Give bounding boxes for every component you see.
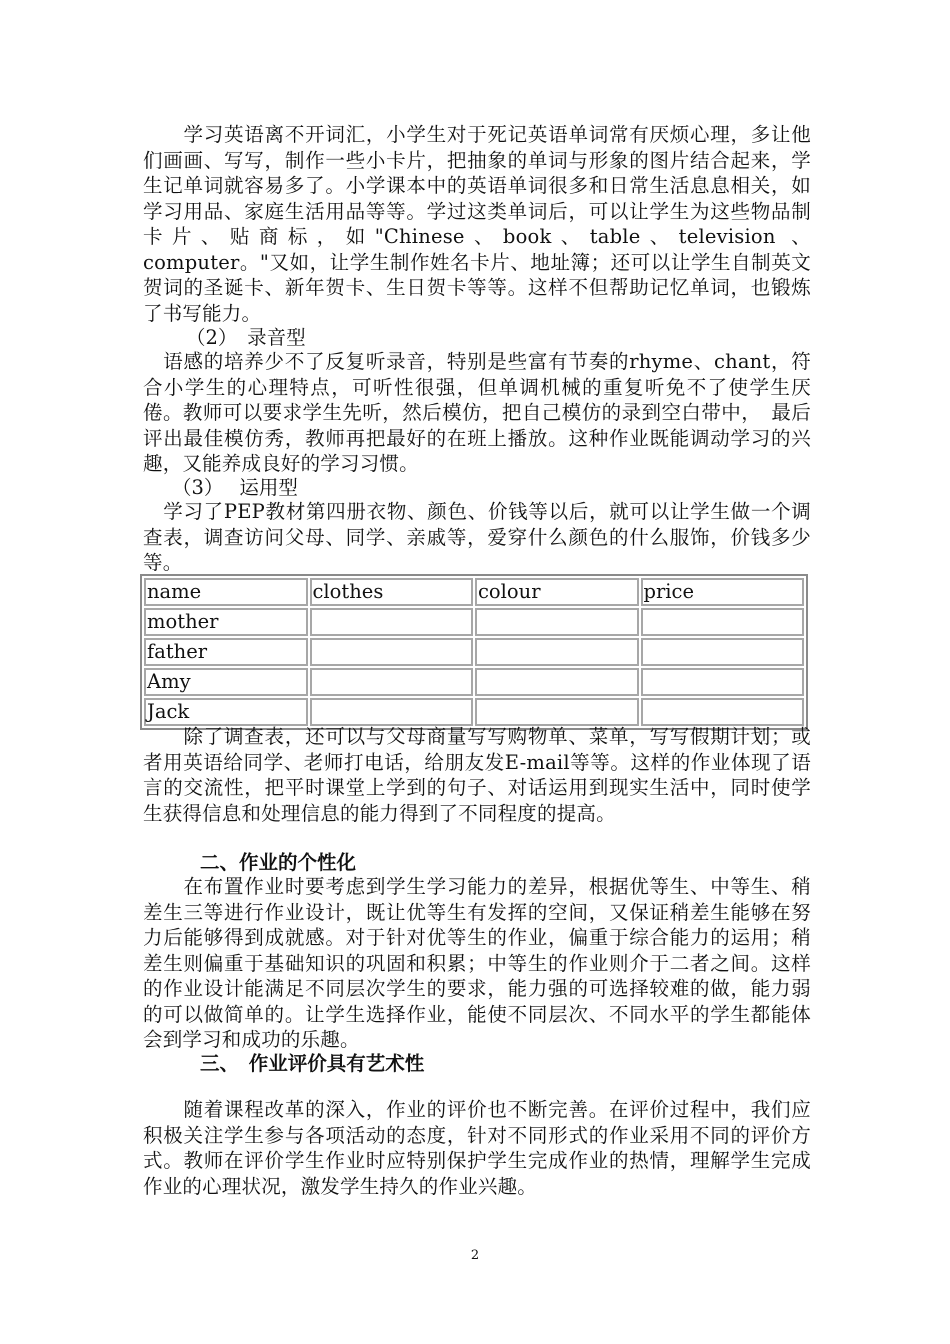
page-number: 2: [470, 1248, 480, 1263]
header-cell-price: price: [641, 578, 805, 606]
table-cell: [641, 698, 805, 726]
table-cell: mother: [144, 608, 308, 636]
table-row: [144, 668, 804, 696]
section-heading-personalization: 二、作业的个性化: [200, 851, 357, 874]
table-cell: [475, 698, 639, 726]
table-cell: [310, 668, 474, 696]
paragraph-personalization: 在布置作业时要考虑到学生学习能力的差异，根据优等生、中等生、稍差生三等进行作业设计，既让优等生有发挥的空间，又保证稍差生能够在努力后能够得到成就感。对于针对优等生的作业，偏重于综合能力的运用；稍差生则偏重于基础知识的巩固和积累；中等生的作业则介于二者之间。这样的作业设计能满足不同层次学生的要求，能力强的可选择较难的做，能力弱的可以做简单的。让学生选择作业，能使不同层次、不同水平的学生都能体会到学习和成功的乐趣。: [143, 875, 811, 1051]
table-cell: father: [144, 638, 308, 666]
paragraph-evaluation: 随着课程改革的深入，作业的评价也不断完善。在评价过程中，我们应积极关注学生参与各项活动的态度，针对不同形式的作业采用不同的评价方式。教师在评价学生作业时应特别保护学生完成作业的热情，理解学生完成作业的心理状况，激发学生持久的作业兴趣。: [143, 1098, 811, 1198]
subheading-application: （3） 运用型: [172, 476, 298, 499]
table-row: [144, 698, 804, 726]
paragraph-vocabulary: 学习英语离不开词汇，小学生对于死记英语单词常有厌烦心理，多让他们画画、写写，制作一些小卡片，把抽象的单词与形象的图片结合起来，学生记单词就容易多了。小学课本中的英语单词很多和日常生活息息相关，如学习用品、家庭生活用品等等。学过这类单词后，可以让学生为这些物品制卡片、贴商标，如"Chinese、book、table、television 、computer。"又如，让学生制作姓名卡片、地址簿；还可以让学生自制英文贺词的圣诞卡、新年贺卡、生日贺卡等等。这样不但帮助记忆单词，也锻炼了书写能力。: [143, 123, 811, 325]
table-cell: [310, 698, 474, 726]
header-cell-name: name: [144, 578, 308, 606]
paragraph-recording: 语感的培养少不了反复听录音，特别是些富有节奏的rhyme、chant，符合小学生的心理特点，可听性很强，但单调机械的重复听免不了使学生厌倦。教师可以要求学生先听，然后模仿，把自己模仿的录到空白带中， 最后评出最佳模仿秀，教师再把最好的在班上播放。这种作业既能调动学习的兴趣，又能养成良好的学习习惯。: [143, 350, 811, 475]
table-row: [144, 608, 804, 636]
header-cell-clothes: clothes: [310, 578, 474, 606]
paragraph-other-activities: 除了调查表，还可以与父母商量写写购物单、菜单，写写假期计划；或者用英语给同学、老师打电话，给朋友发E-mail等等。这样的作业体现了语言的交流性，把平时课堂上学到的句子、对话运用到现实生活中，同时使学生获得信息和处理信息的能力得到了不同程度的提高。: [143, 725, 811, 825]
table-cell: [475, 668, 639, 696]
table-cell: [641, 668, 805, 696]
table-cell: [310, 608, 474, 636]
table-cell: [641, 608, 805, 636]
header-cell-colour: colour: [475, 578, 639, 606]
subheading-recording: （2） 录音型: [186, 326, 306, 349]
paragraph-survey-intro: 学习了PEP教材第四册衣物、颜色、价钱等以后，就可以让学生做一个调查表，调查访问父母、同学、亲戚等，爱穿什么颜色的什么服饰，价钱多少等。: [143, 500, 811, 574]
table-cell: [475, 638, 639, 666]
table-row: [144, 638, 804, 666]
survey-table: [140, 574, 808, 730]
table-cell: [641, 638, 805, 666]
table-cell: [475, 608, 639, 636]
table-header-row: [144, 578, 804, 606]
table-cell: Amy: [144, 668, 308, 696]
table-cell: Jack: [144, 698, 308, 726]
section-heading-evaluation: 三、 作业评价具有艺术性: [200, 1052, 425, 1075]
table-cell: [310, 638, 474, 666]
